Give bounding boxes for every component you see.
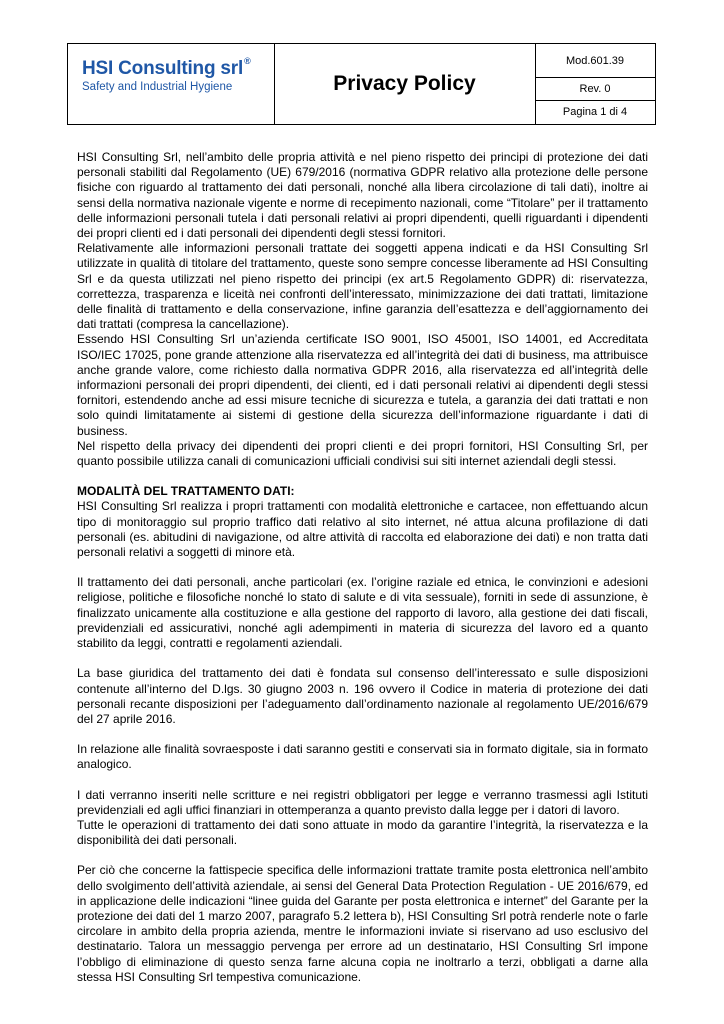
module-code: Mod.601.39 [535,44,655,78]
document-info [535,44,655,124]
paragraph: In relazione alle finalità sovraesposte i dati saranno gestiti e conservati sia in formato digitale, sia in formato analogico. [77,742,648,772]
document-body [77,150,648,985]
paragraph: Per ciò che concerne la fattispecie specifica delle informazioni trattate tramite posta elettronica nell’ambito dello svolgimento dell’attività aziendale, ai sensi del General Data Protection Regulation - UE 2016/679, ed in applicazione delle indicazioni “linee guida del Garante per posta elettronica e internet” del Garante per la protezione dei dati del 1 marzo 2007, paragrafo 5.2 lettera b), HSI Consulting Srl potrà renderle note o farle circolare in ambito della propria azienda, mentre le informazioni inviate si riservano ad uso esclusivo del destinatario. Talora un messaggio pervenga per errore ad un destinatario, HSI Consulting Srl impone l’obbligo di eliminazione di questo senza farne alcuna copia ne inoltrarlo a terzi, obbligati a darne alla stessa HSI Consulting Srl tempestiva comunicazione. [77,863,648,984]
section-heading: MODALITÀ DEL TRATTAMENTO DATI: [77,484,295,499]
paragraph: La base giuridica del trattamento dei dati è fondata sul consenso dell’interessato e sulle disposizioni contenute all’interno del D.lgs. 30 giugno 2003 n. 196 ovvero il Codice in materia di protezione dei dati personali recante disposizioni per l’adeguamento dall’ordinamento nazionale al regolamento UE/2016/679 del 27 aprile 2016. [77,666,648,726]
paragraph: Relativamente alle informazioni personali trattate dei soggetti appena indicati e da HSI Consulting Srl utilizzate in qualità di titolare del trattamento, queste sono sempre concesse liberamente ad HSI Consulting Srl e da questa utilizzati nel pieno rispetto dei principi (ex art.5 Regolamento GDPR) di: riservatezza, correttezza, trasparenza e liceità nei confronti dell’interessato, minimizzazione dei dati trattati, limitazione delle finalità di trattamento e della conservazione, infine garanzia dell’esattezza e dell’aggiornamento dei dati trattati (compresa la cancellazione). [77,241,648,332]
spacer [77,651,648,666]
spacer [77,469,648,484]
spacer [77,848,648,863]
spacer [77,560,648,575]
spacer [77,773,648,788]
logo-name: HSI Consulting srl [82,58,244,79]
paragraph: Il trattamento dei dati personali, anche particolari (ex. l’origine raziale ed etnica, le convinzioni e adesioni religiose, politiche e filosofiche nonché lo stato di salute e di vita sessuale), forniti in sede di assunzione, è finalizzato unicamente alla costituzione e alla gestione del rapporto di lavoro, alla gestione dei dati fiscali, previdenziali ed assicurativi, nonché agli adempimenti in materia di sicurezza del lavoro ed a quanto stabilito da leggi, contratti e regolamenti aziendali. [77,575,648,651]
page-number: Pagina 1 di 4 [562,106,628,118]
spacer [77,727,648,742]
paragraph: I dati verranno inseriti nelle scritture e nei registri obbligatori per legge e verranno trasmessi agli Istituti previdenziali ed agli uffici finanziari in ottemperanza a quanto previsto dalla legge per i datori di lavoro. [77,787,648,817]
paragraph: Nel rispetto della privacy dei dipendenti dei propri clienti e dei propri fornitori, HSI Consulting Srl, per quanto possibile utilizza canali di comunicazioni ufficiali condivisi sui siti internet aziendali degli stessi. [77,438,648,469]
paragraph: HSI Consulting Srl, nell’ambito delle propria attività e nel pieno rispetto dei principi di protezione dei dati personali stabiliti dal Regolamento (UE) 679/2016 (normativa GDPR relativo alla protezione delle persone fisiche con riguardo al trattamento dei dati personali, nonché alla libera circolazione di tali dati), inoltre ai sensi della normativa nazionale vigente e norme di recepimento nazionali, come “Titolare” per il trattamento delle informazioni personali tutela i dati personali relativi ai propri dipendenti, quelli riguardanti i dipendenti dei propri clienti ed i dati personali dei dipendenti degli stessi fornitori. [77,150,648,241]
company-logo [68,44,275,124]
paragraph: Tutte le operazioni di trattamento dei dati sono attuate in modo da garantire l’integrità, la riservatezza e la disponibilità dei dati personali. [77,817,648,848]
revision-number: Rev. 0 [535,77,655,101]
document-title: Privacy Policy [333,72,476,95]
paragraph: HSI Consulting Srl realizza i propri trattamenti con modalità elettroniche e cartacee, non effettuando alcun tipo di monitoraggio sul proprio traffico dati relativo al sito internet, né attua alcuna profilazione di dati personali (es. abitudini di navigazione, od altre attività di raccolta ed elaborazione dei dati) e non tratta dati personali relativi a soggetti di minore età. [77,499,648,560]
registered-mark: ® [244,56,251,66]
title-cell [274,44,536,124]
paragraph: Essendo HSI Consulting Srl un’azienda certificate ISO 9001, ISO 45001, ISO 14001, ed Accreditata ISO/IEC 17025, pone grande attenzione alla riservatezza ed all’integrità dei dati di business, ma attribuisce anche grande valore, come richiesto dalla normativa GDPR 2016, alla riservatezza ed all’integrità delle informazioni personali dei propri dipendenti, dei clienti, ed i dati personali relativi ai dipendenti degli stessi fornitori, estendendo anche ad essi misure tecniche di sicurezza e tutela, a garanzia dei dati trattati e non solo quindi limitatamente ai sistemi di gestione della sicurezza dell’informazione riguardante i dati di business. [77,332,648,438]
document-header [67,43,656,125]
logo-tagline: Safety and Industrial Hygiene [82,81,233,93]
